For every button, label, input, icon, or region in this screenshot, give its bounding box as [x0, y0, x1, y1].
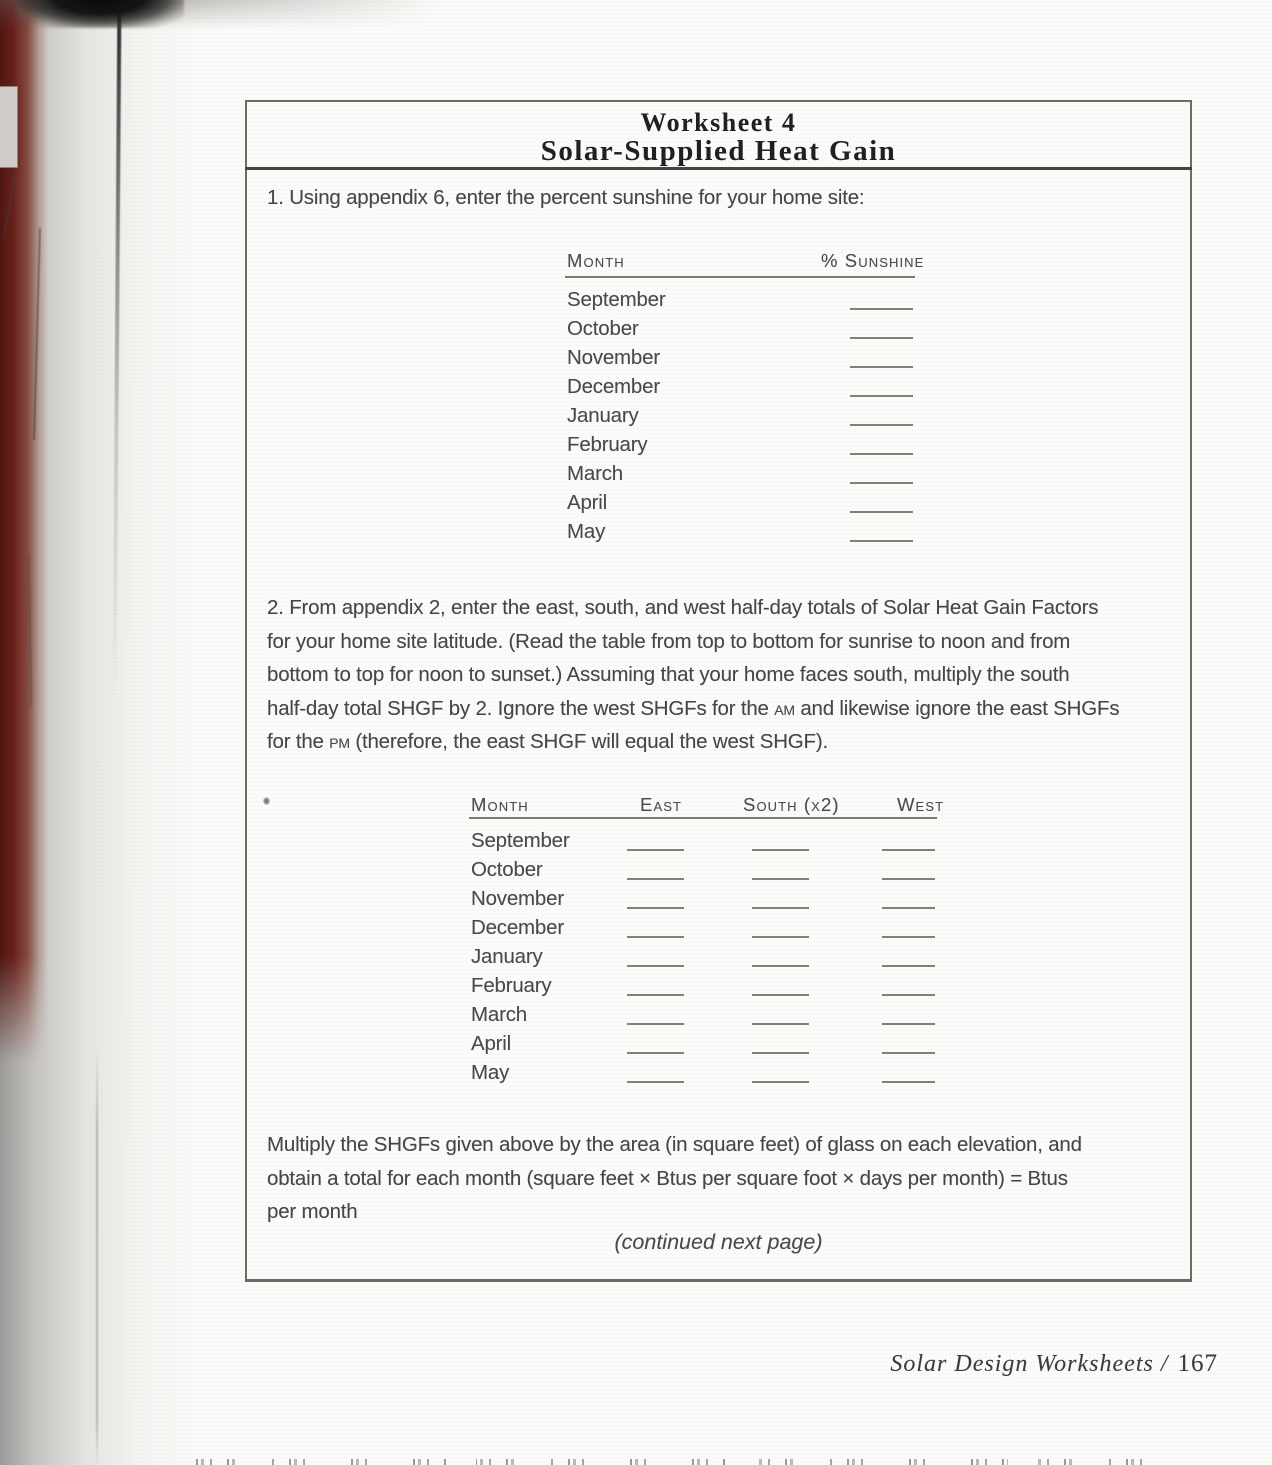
- ink-speck-artifact: [263, 797, 270, 805]
- table-row: [469, 971, 937, 1000]
- blank-entry-line: [627, 936, 684, 938]
- blank-entry-line: [850, 337, 913, 339]
- blank-entry-line: [850, 511, 913, 513]
- paragraph-line: for your home site latitude. (Read the table from top to bottom for sunrise to noon and from: [267, 629, 1071, 653]
- blank-entry-line: [850, 424, 913, 426]
- footer-book-title: Solar Design Worksheets /: [890, 1351, 1169, 1377]
- blank-entry-line: [627, 1081, 684, 1083]
- closing-paragraph: [267, 1128, 1082, 1229]
- header-underline: [565, 276, 915, 278]
- blank-entry-line: [850, 395, 913, 397]
- table-row: [565, 488, 915, 517]
- blank-entry-line: [627, 907, 684, 909]
- blank-entry-line: [752, 994, 809, 996]
- blank-entry-line: [850, 540, 913, 542]
- blank-entry-line: [882, 994, 935, 996]
- month-label: October: [567, 317, 639, 340]
- table-row: [469, 1000, 937, 1029]
- blank-entry-line: [850, 453, 913, 455]
- header-underline: [469, 817, 937, 819]
- top-edge-dark-blob: [16, 0, 184, 28]
- smallcaps-pm: pm: [329, 730, 350, 754]
- table-row: [565, 343, 915, 372]
- month-label: February: [471, 974, 552, 997]
- blank-entry-line: [850, 482, 913, 484]
- page-footer: [890, 1350, 1218, 1378]
- blank-entry-line: [752, 936, 809, 938]
- month-label: March: [471, 1003, 527, 1026]
- month-label: May: [471, 1061, 510, 1084]
- blank-entry-line: [882, 849, 935, 851]
- table-row: [565, 285, 915, 314]
- column-header-sunshine: % Sunshine: [821, 250, 925, 271]
- blank-entry-line: [882, 1052, 935, 1054]
- table-row: [469, 1029, 937, 1058]
- month-label: September: [471, 829, 570, 852]
- blank-entry-line: [882, 936, 935, 938]
- blank-entry-line: [752, 965, 809, 967]
- spine-tab-artifact: [0, 86, 18, 168]
- month-label: November: [567, 346, 660, 369]
- month-label: April: [567, 491, 608, 514]
- continued-note: (continued next page): [614, 1230, 823, 1254]
- blank-entry-line: [752, 878, 809, 880]
- month-label: December: [471, 916, 564, 939]
- table-rows: [565, 285, 915, 546]
- paragraph-line: for the pm (therefore, the east SHGF will equal the west SHGF).: [267, 730, 828, 754]
- month-label: November: [471, 887, 564, 910]
- paragraph-line: half-day total SHGF by 2. Ignore the west SHGFs for the am and likewise ignore the east SHGFs: [267, 696, 1120, 720]
- blank-entry-line: [752, 1081, 809, 1083]
- worksheet-title-line2: Solar-Supplied Heat Gain: [540, 135, 897, 167]
- paragraph-line: Multiply the SHGFs given above by the area (in square feet) of glass on each elevation, and: [267, 1133, 1082, 1156]
- blank-entry-line: [882, 878, 935, 880]
- blank-entry-line: [752, 849, 809, 851]
- column-header-month: Month: [567, 250, 625, 271]
- blank-entry-line: [627, 849, 684, 851]
- table-row: [565, 314, 915, 343]
- month-label: October: [471, 858, 543, 881]
- column-header-month: Month: [471, 794, 529, 815]
- blank-entry-line: [752, 1052, 809, 1054]
- table-header-row: [565, 248, 925, 278]
- worksheet-title-line1: Worksheet 4: [640, 108, 797, 137]
- shgf-table: [469, 792, 945, 1084]
- blank-entry-line: [882, 907, 935, 909]
- table-row: [565, 372, 915, 401]
- blank-entry-line: [627, 1023, 684, 1025]
- cutoff-text-artifact: [196, 1459, 1154, 1465]
- table-row: [469, 884, 937, 913]
- blank-entry-line: [850, 308, 913, 310]
- month-label: January: [567, 404, 639, 427]
- month-label: January: [471, 945, 543, 968]
- month-label: December: [567, 375, 660, 398]
- instruction-item-1: 1. Using appendix 6, enter the percent sunshine for your home site:: [267, 186, 865, 209]
- blank-entry-line: [627, 965, 684, 967]
- footer-page-number: 167: [1177, 1350, 1218, 1377]
- blank-entry-line: [752, 907, 809, 909]
- worksheet-title: [247, 109, 1190, 166]
- table-row: [565, 430, 915, 459]
- worksheet-box: [245, 100, 1192, 1282]
- table-row: [469, 942, 937, 971]
- blank-entry-line: [882, 1023, 935, 1025]
- table-row: [469, 855, 937, 884]
- month-label: April: [471, 1032, 512, 1055]
- column-header-east: East: [640, 794, 683, 815]
- title-divider-rule: [245, 167, 1192, 170]
- table-row: [565, 401, 915, 430]
- table-row: [565, 517, 915, 546]
- percent-sunshine-table: [565, 248, 925, 543]
- month-label: March: [567, 462, 623, 485]
- table-row: [469, 913, 937, 942]
- paragraph-line: obtain a total for each month (square feet × Btus per square foot × days per month) = Btus: [267, 1166, 1068, 1190]
- blank-entry-line: [882, 965, 935, 967]
- smallcaps-am: am: [774, 696, 795, 720]
- blank-entry-line: [627, 878, 684, 880]
- instruction-item-2: [267, 591, 1119, 759]
- column-header-west: West: [897, 794, 945, 815]
- table-row: [469, 1058, 937, 1087]
- column-header-south: South (x2): [743, 794, 840, 815]
- page-crease-line-lower: [96, 1048, 98, 1465]
- month-label: February: [567, 433, 648, 456]
- table-header-row: [469, 792, 945, 818]
- blank-entry-line: [882, 1081, 935, 1083]
- paragraph-line: per month: [267, 1200, 358, 1224]
- month-label: September: [567, 288, 666, 311]
- table-rows: [469, 826, 937, 1087]
- paragraph-line: bottom to top for noon to sunset.) Assuming that your home faces south, multiply the south: [267, 663, 1070, 687]
- blank-entry-line: [627, 1052, 684, 1054]
- blank-entry-line: [752, 1023, 809, 1025]
- blank-entry-line: [850, 366, 913, 368]
- paragraph-line: 2. From appendix 2, enter the east, south, and west half-day totals of Solar Heat Gain Factors: [267, 596, 1099, 619]
- blank-entry-line: [627, 994, 684, 996]
- month-label: May: [567, 520, 606, 543]
- table-row: [469, 826, 937, 855]
- table-row: [565, 459, 915, 488]
